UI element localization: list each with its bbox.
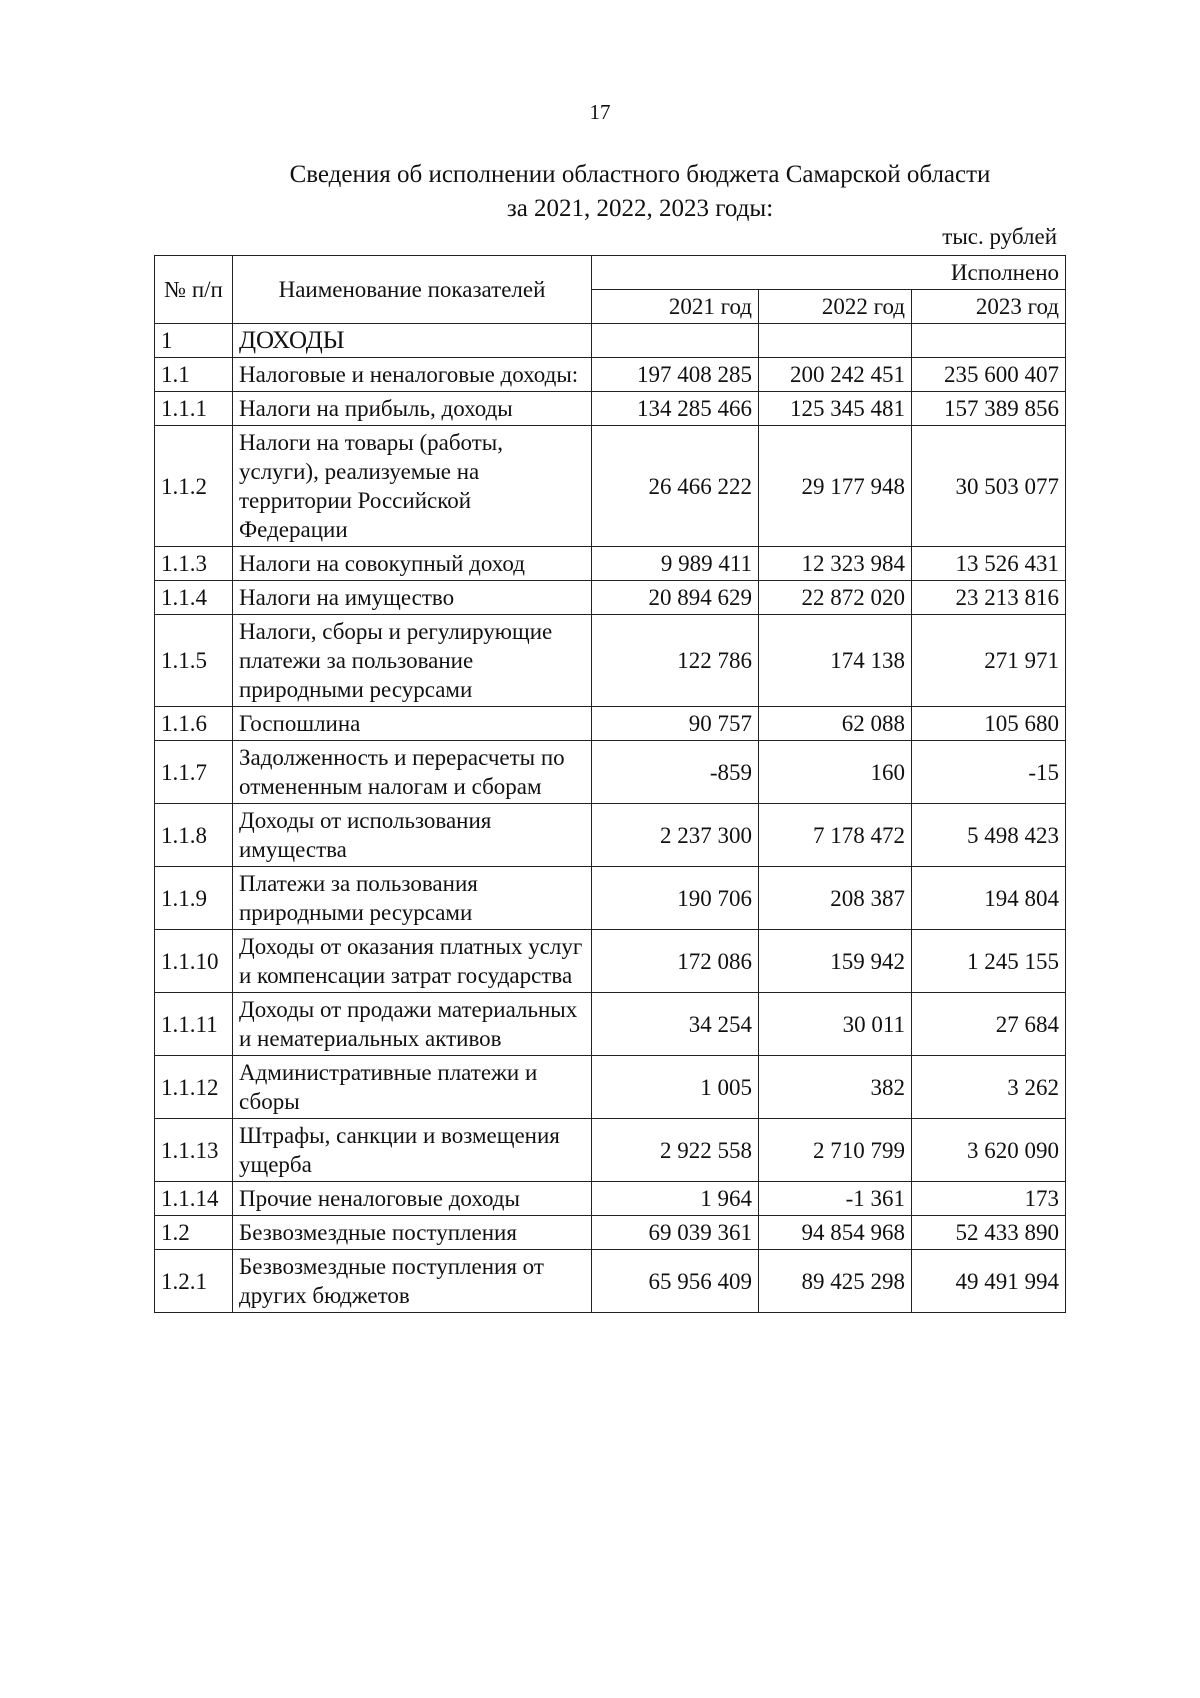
row-indicator-name: Прочие неналоговые доходы — [233, 1182, 592, 1216]
row-number: 1.1.6 — [155, 707, 233, 741]
table-row — [155, 615, 1066, 707]
row-indicator-name: Госпошлина — [233, 707, 592, 741]
row-number: 1.1.5 — [155, 615, 233, 707]
header-num: № п/п — [155, 256, 233, 324]
header-year-2022: 2022 год — [759, 290, 912, 324]
value-2021: 1 005 — [592, 1056, 759, 1119]
row-number: 1.2 — [155, 1216, 233, 1250]
row-number: 1.1.14 — [155, 1182, 233, 1216]
value-2021: 9 989 411 — [592, 547, 759, 581]
value-2022 — [759, 324, 912, 358]
table-row — [155, 1056, 1066, 1119]
table-row — [155, 741, 1066, 804]
value-2021: 190 706 — [592, 867, 759, 930]
value-2022: 89 425 298 — [759, 1250, 912, 1313]
value-2023: 5 498 423 — [912, 804, 1066, 867]
value-2021: 197 408 285 — [592, 358, 759, 392]
value-2023: 30 503 077 — [912, 426, 1066, 547]
budget-table — [154, 255, 1066, 1313]
value-2021: 90 757 — [592, 707, 759, 741]
value-2021: 34 254 — [592, 993, 759, 1056]
value-2021: 2 922 558 — [592, 1119, 759, 1182]
header-executed: Исполнено — [592, 256, 1066, 290]
units-label: тыс. рублей — [942, 224, 1057, 249]
value-2021: -859 — [592, 741, 759, 804]
row-indicator-name: Административные платежи и сборы — [233, 1056, 592, 1119]
row-number: 1.1.13 — [155, 1119, 233, 1182]
value-2023: 3 262 — [912, 1056, 1066, 1119]
row-indicator-name: Доходы от оказания платных услуг и компенсации затрат государства — [233, 930, 592, 993]
row-number: 1.1.10 — [155, 930, 233, 993]
value-2023: 157 389 856 — [912, 392, 1066, 426]
value-2023: 3 620 090 — [912, 1119, 1066, 1182]
value-2022: 160 — [759, 741, 912, 804]
row-number: 1.1.3 — [155, 547, 233, 581]
row-number: 1.1.11 — [155, 993, 233, 1056]
table-row — [155, 707, 1066, 741]
value-2022: 94 854 968 — [759, 1216, 912, 1250]
table-row — [155, 1119, 1066, 1182]
row-number: 1.1.9 — [155, 867, 233, 930]
value-2023: 105 680 — [912, 707, 1066, 741]
value-2022: 125 345 481 — [759, 392, 912, 426]
table-row — [155, 426, 1066, 547]
row-indicator-name: Доходы от продажи материальных и нематериальных активов — [233, 993, 592, 1056]
value-2022: 200 242 451 — [759, 358, 912, 392]
table-row — [155, 581, 1066, 615]
table-row — [155, 1216, 1066, 1250]
page-number: 17 — [589, 100, 611, 124]
value-2022: -1 361 — [759, 1182, 912, 1216]
value-2022: 208 387 — [759, 867, 912, 930]
table-row — [155, 930, 1066, 993]
value-2021: 122 786 — [592, 615, 759, 707]
value-2021: 172 086 — [592, 930, 759, 993]
value-2023: -15 — [912, 741, 1066, 804]
table-row — [155, 1250, 1066, 1313]
value-2023 — [912, 324, 1066, 358]
row-indicator-name: Штрафы, санкции и возмещения ущерба — [233, 1119, 592, 1182]
row-indicator-name: ДОХОДЫ — [233, 324, 592, 358]
row-indicator-name: Налоги, сборы и регулирующие платежи за пользование природными ресурсами — [233, 615, 592, 707]
value-2023: 1 245 155 — [912, 930, 1066, 993]
value-2021: 69 039 361 — [592, 1216, 759, 1250]
row-indicator-name: Налоговые и неналоговые доходы: — [233, 358, 592, 392]
document-title — [200, 158, 1080, 226]
value-2023: 194 804 — [912, 867, 1066, 930]
table-row — [155, 392, 1066, 426]
row-number: 1 — [155, 324, 233, 358]
row-number: 1.1.4 — [155, 581, 233, 615]
value-2021: 20 894 629 — [592, 581, 759, 615]
table-row — [155, 547, 1066, 581]
table-row — [155, 324, 1066, 358]
value-2021: 26 466 222 — [592, 426, 759, 547]
value-2023: 27 684 — [912, 993, 1066, 1056]
row-number: 1.2.1 — [155, 1250, 233, 1313]
row-indicator-name: Налоги на совокупный доход — [233, 547, 592, 581]
value-2022: 174 138 — [759, 615, 912, 707]
title-line-2: за 2021, 2022, 2023 годы: — [506, 195, 774, 222]
value-2021 — [592, 324, 759, 358]
value-2023: 173 — [912, 1182, 1066, 1216]
value-2022: 382 — [759, 1056, 912, 1119]
row-indicator-name: Налоги на прибыль, доходы — [233, 392, 592, 426]
value-2023: 271 971 — [912, 615, 1066, 707]
header-name: Наименование показателей — [233, 256, 592, 324]
value-2023: 49 491 994 — [912, 1250, 1066, 1313]
value-2022: 12 323 984 — [759, 547, 912, 581]
row-indicator-name: Налоги на товары (работы, услуги), реализуемые на территории Российской Федерации — [233, 426, 592, 547]
row-number: 1.1.12 — [155, 1056, 233, 1119]
value-2023: 13 526 431 — [912, 547, 1066, 581]
value-2022: 2 710 799 — [759, 1119, 912, 1182]
value-2022: 7 178 472 — [759, 804, 912, 867]
table-row — [155, 358, 1066, 392]
table-row — [155, 804, 1066, 867]
value-2021: 134 285 466 — [592, 392, 759, 426]
value-2022: 22 872 020 — [759, 581, 912, 615]
value-2022: 62 088 — [759, 707, 912, 741]
value-2022: 29 177 948 — [759, 426, 912, 547]
value-2021: 2 237 300 — [592, 804, 759, 867]
row-indicator-name: Задолженность и перерасчеты по отмененным налогам и сборам — [233, 741, 592, 804]
value-2023: 52 433 890 — [912, 1216, 1066, 1250]
row-number: 1.1.7 — [155, 741, 233, 804]
header-year-2023: 2023 год — [912, 290, 1066, 324]
row-number: 1.1.8 — [155, 804, 233, 867]
row-indicator-name: Безвозмездные поступления от других бюджетов — [233, 1250, 592, 1313]
table-row — [155, 1182, 1066, 1216]
value-2022: 30 011 — [759, 993, 912, 1056]
table-row — [155, 867, 1066, 930]
header-year-2021: 2021 год — [592, 290, 759, 324]
row-indicator-name: Платежи за пользования природными ресурсами — [233, 867, 592, 930]
value-2021: 1 964 — [592, 1182, 759, 1216]
table-body — [155, 324, 1066, 1313]
value-2023: 23 213 816 — [912, 581, 1066, 615]
row-indicator-name: Доходы от использования имущества — [233, 804, 592, 867]
value-2022: 159 942 — [759, 930, 912, 993]
value-2021: 65 956 409 — [592, 1250, 759, 1313]
title-line-1: Сведения об исполнении областного бюджета Самарской области — [289, 161, 991, 188]
row-number: 1.1.2 — [155, 426, 233, 547]
row-number: 1.1.1 — [155, 392, 233, 426]
row-indicator-name: Безвозмездные поступления — [233, 1216, 592, 1250]
value-2023: 235 600 407 — [912, 358, 1066, 392]
row-indicator-name: Налоги на имущество — [233, 581, 592, 615]
row-number: 1.1 — [155, 358, 233, 392]
table-row — [155, 993, 1066, 1056]
